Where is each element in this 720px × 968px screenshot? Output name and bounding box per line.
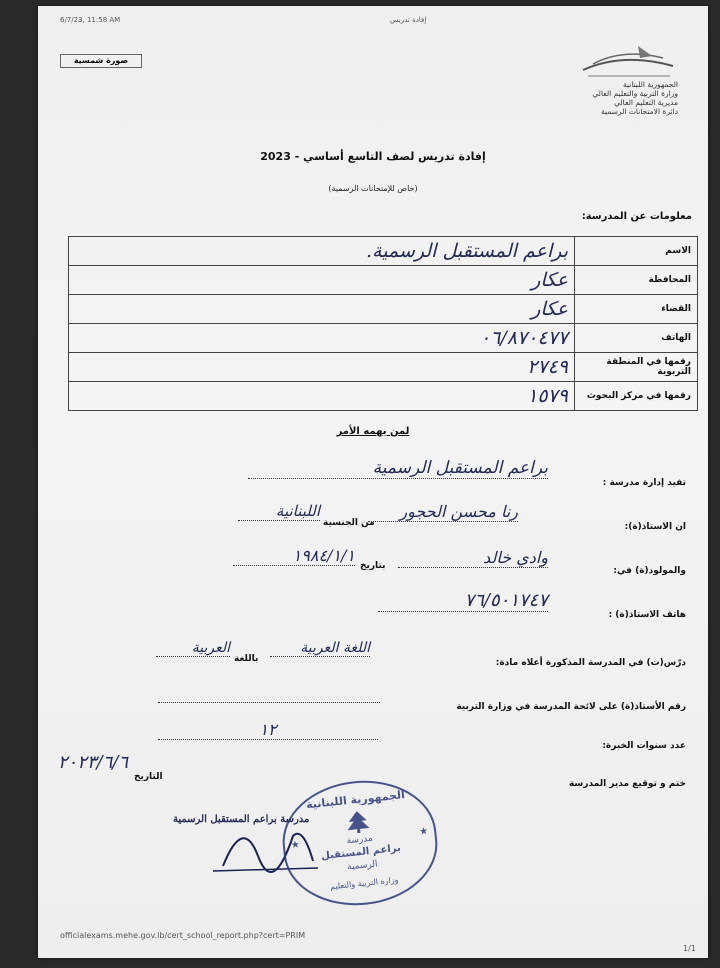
teacher-value: رنا محسن الحجور [368, 502, 518, 522]
stamp-line: براعم المستقبل [320, 842, 402, 863]
date-label: بتاريخ [360, 561, 386, 571]
years-label: عدد سنوات الخبرة: [602, 741, 686, 751]
star-icon: ★ [418, 825, 429, 838]
number-label: رقم الأستاذ(ة) على لائحة المدرسة في وزارة التربية [456, 702, 686, 712]
table-row [69, 266, 698, 295]
sign-label: ختم و توقيع مدير المدرسة [568, 779, 686, 789]
stamp-line: مدرسة [346, 833, 374, 847]
row-value: براعم المستقبل الرسمية. [69, 237, 575, 266]
concern-heading: لمن يهمه الأمر [336, 426, 410, 437]
star-icon: ★ [290, 839, 301, 852]
school-stamp [277, 773, 443, 912]
table-row [69, 382, 698, 411]
phone-label: هاتف الاستاذ(ة) : [608, 610, 686, 620]
row-value: ١٥٧٩ [69, 382, 575, 411]
subject-label: درّس(ت) في المدرسة المذكورة أعلاه مادة: [495, 658, 686, 668]
language-label: باللغة [234, 654, 259, 664]
admin-label: تفيد إدارة مدرسة : [602, 478, 686, 488]
phone-value: ٧٦/٥٠١٧٤٧ [378, 590, 548, 612]
print-title: إفادة تدريس [390, 16, 427, 24]
footer-url: officialexams.mehe.gov.lb/cert_school_report.php?cert=PRIM [60, 931, 306, 940]
ministry-line: وزارة التربية والتعليم العالي [592, 89, 678, 98]
row-value: عكار [69, 295, 575, 324]
table-row [69, 353, 698, 382]
table-row [69, 324, 698, 353]
born-value: وادي خالد [398, 548, 548, 568]
signature-school: مدرسة براعم المستقبل الرسمية [173, 814, 310, 825]
ministry-header [538, 80, 678, 116]
row-label: القضاء [575, 295, 698, 324]
years-value: ١٢ [158, 720, 378, 740]
stamp-line: الرسمية [346, 859, 379, 873]
ministry-line: مديرية التعليم العالي [614, 98, 678, 107]
row-value: ٠٦/٨٧٠٤٧٧ [69, 324, 575, 353]
language-value: العربية [156, 640, 230, 657]
row-label: الهاتف [575, 324, 698, 353]
table-row [69, 237, 698, 266]
print-timestamp: 6/7/23, 11:58 AM [60, 16, 121, 24]
cedar-icon [344, 808, 372, 835]
teacher-label: ان الاستاذ(ة): [624, 522, 686, 532]
ministry-line: دائرة الامتحانات الرسمية [601, 107, 678, 116]
row-value: ٢٧٤٩ [69, 353, 575, 382]
table-row [69, 295, 698, 324]
admin-value: براعم المستقبل الرسمية [248, 458, 548, 479]
photo-box: صورة شمسية [60, 54, 142, 68]
stamp-line: وزارة التربية والتعليم [329, 875, 399, 892]
footer-page: 1/1 [683, 944, 696, 953]
born-label: والمولود(ة) في: [613, 566, 686, 576]
school-info-table [68, 236, 698, 411]
row-label: المحافظة [575, 266, 698, 295]
row-label: رقمها في مركز البحوث [575, 382, 698, 411]
row-value: عكار [69, 266, 575, 295]
ministry-logo-icon [578, 40, 678, 80]
date-value: ١٩٨٤/١/١ [233, 546, 355, 566]
number-value-line [158, 700, 380, 703]
subject-value: اللغة العربية [270, 640, 370, 657]
ministry-line: الجمهورية اللبنانية [622, 80, 678, 89]
stamp-line: الجمهورية اللبنانية [305, 788, 406, 812]
nationality-value: اللبنانية [238, 502, 320, 521]
date2-label: التاريخ [134, 772, 163, 782]
date2-value: ٢٠٢٣/٦/٦ [57, 752, 128, 773]
page-title: إفادة تدريس لصف التاسع أساسي - 2023 [260, 150, 486, 163]
row-label: رقمها في المنطقة التربوية [575, 353, 698, 382]
row-label: الاسم [575, 237, 698, 266]
school-info-heading: معلومات عن المدرسة: [581, 211, 692, 222]
page-subtitle: (خاص للإمتحانات الرسمية) [328, 184, 418, 193]
nationality-label: من الجنسية [323, 518, 375, 528]
document-page [38, 6, 708, 958]
